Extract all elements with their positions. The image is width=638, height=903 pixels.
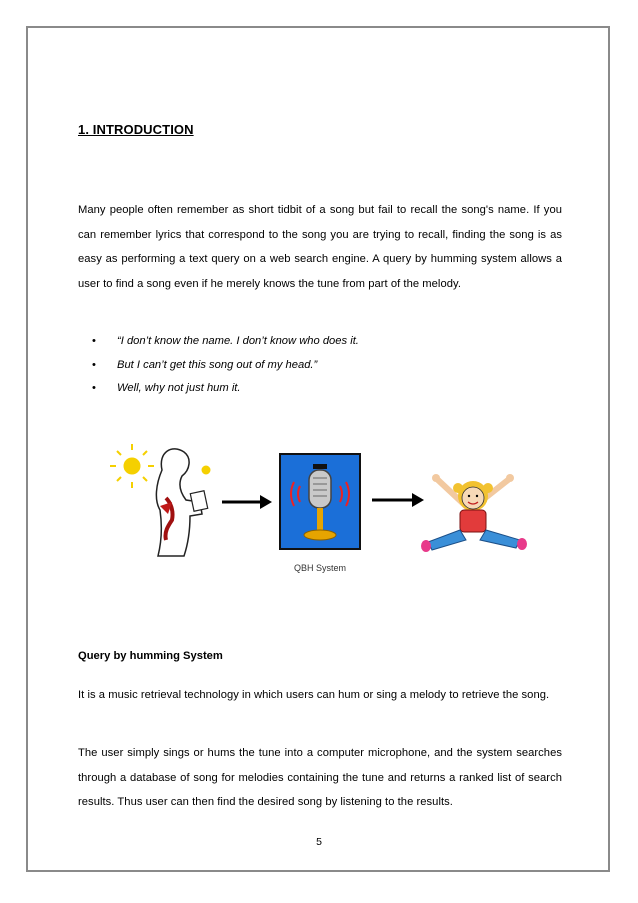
list-item-text: “I don’t know the name. I don’t know who does it.	[117, 335, 359, 347]
singing-person-icon	[110, 444, 210, 556]
figure-caption: QBH System	[293, 563, 347, 573]
page-number: 5	[316, 836, 322, 848]
section-heading: 1. INTRODUCTION	[78, 122, 194, 137]
bullet-icon: •	[92, 335, 96, 347]
list-item	[92, 354, 359, 378]
list-item-text: But I can’t get this song out of my head.”	[117, 358, 318, 371]
qbh-diagram	[110, 440, 550, 580]
intro-paragraph: Many people often remember as short tidbit of a song but fail to recall the song's name. If you can remember lyrics that correspond to the song you are trying to recall, finding the song is as easy as performing a text query on a web search engine. A query by humming system allows a user to find a song even if he merely knows the tune from part of the melody.	[78, 204, 562, 290]
bullet-icon: •	[92, 358, 96, 371]
subsection-paragraph: It is a music retrieval technology in which users can hum or sing a melody to retrieve the song.	[78, 689, 550, 701]
happy-child-icon	[421, 474, 527, 552]
microphone-icon	[280, 454, 360, 549]
quote-list	[92, 330, 359, 401]
subsection-paragraph: The user simply sings or hums the tune into a computer microphone, and the system searches through a database of song for melodies containing the tune and returns a ranked list of search results. Thus user can then find the desired song by listening to the results.	[78, 747, 562, 808]
arrow-right-icon	[372, 493, 424, 507]
bullet-icon: •	[92, 382, 96, 394]
subsection-heading: Query by humming System	[78, 650, 223, 662]
arrow-right-icon	[222, 495, 272, 509]
list-item-text: Well, why not just hum it.	[117, 382, 241, 394]
list-item	[92, 377, 359, 401]
list-item	[92, 330, 359, 354]
